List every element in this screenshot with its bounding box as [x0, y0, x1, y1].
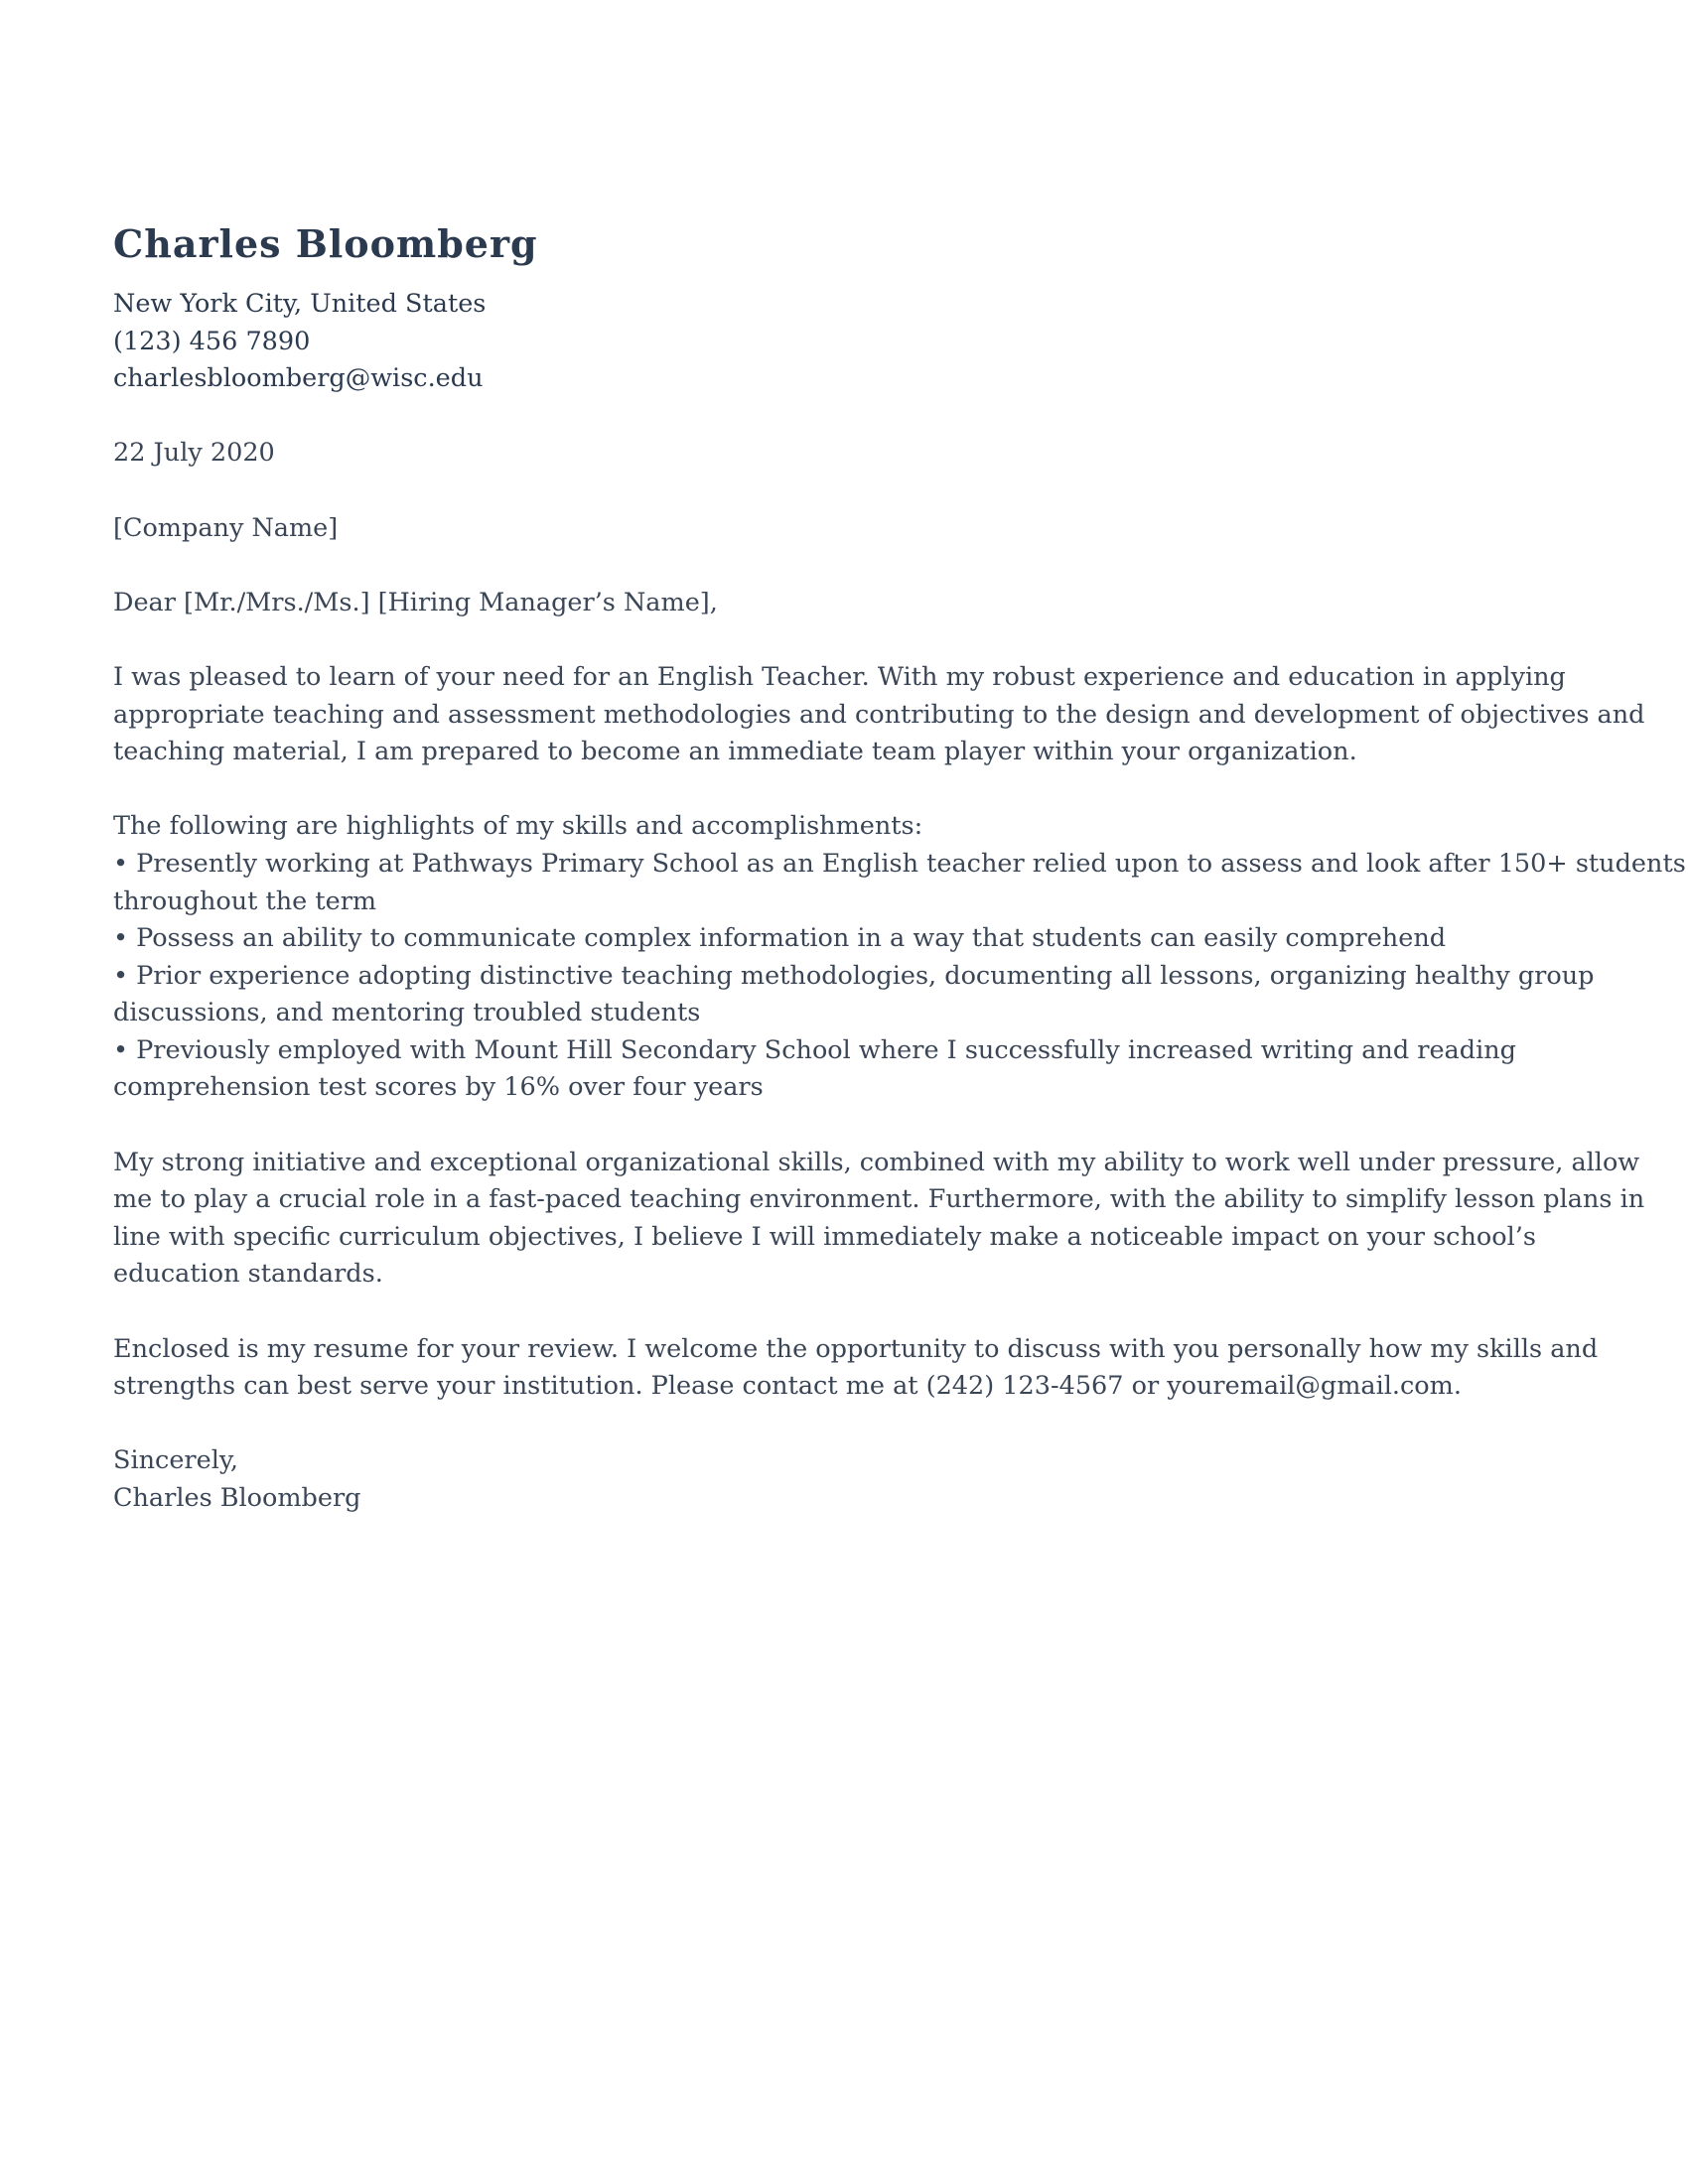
- closing-line: strengths can best serve your institution. Please contact me at (242) 123-4567 or youremail@gmail.com.: [113, 1371, 1462, 1402]
- closing-word: Sincerely,: [113, 1445, 238, 1476]
- intro-line: appropriate teaching and assessment methodologies and contributing to the design and development of objectives and: [113, 699, 1645, 730]
- spacer: [113, 1294, 1583, 1331]
- body-line: education standards.: [113, 1259, 383, 1290]
- highlight-bullet-continuation: discussions, and mentoring troubled students: [113, 998, 701, 1028]
- highlight-bullet-continuation: throughout the term: [113, 886, 377, 916]
- intro-line: teaching material, I am prepared to become an immediate team player within your organization.: [113, 737, 1357, 767]
- closing-paragraph: [113, 1331, 1599, 1406]
- body-paragraph: [113, 1145, 1645, 1294]
- signoff-block: [113, 1442, 1583, 1517]
- spacer: [113, 547, 1583, 585]
- sender-name: Charles Bloomberg: [113, 221, 538, 266]
- recipient-company: [Company Name]: [113, 512, 339, 543]
- spacer: [113, 1406, 1583, 1443]
- spacer: [113, 398, 1583, 436]
- highlights-heading: The following are highlights of my skills and accomplishments:: [113, 811, 923, 842]
- highlight-bullet: • Possess an ability to communicate complex information in a way that students can easily comprehend: [113, 923, 1447, 954]
- highlights-section: [113, 808, 1686, 1107]
- body-line: me to play a crucial role in a fast-paced teaching environment. Furthermore, with the ability to simplify lesson plans in: [113, 1184, 1645, 1215]
- spacer: [113, 771, 1583, 809]
- highlight-bullet-continuation: comprehension test scores by 16% over four years: [113, 1072, 764, 1103]
- letter-content: [113, 220, 1686, 1518]
- signature-name: Charles Bloomberg: [113, 1483, 361, 1513]
- highlight-bullet: • Previously employed with Mount Hill Secondary School where I successfully increased writing and reading: [113, 1034, 1516, 1065]
- salutation: Dear [Mr./Mrs./Ms.] [Hiring Manager’s Name],: [113, 587, 718, 617]
- body-line: line with specific curriculum objectives, I believe I will immediately make a noticeable impact on your school’s: [113, 1221, 1536, 1252]
- intro-line: I was pleased to learn of your need for an English Teacher. With my robust experience and education in applying: [113, 661, 1566, 692]
- highlight-bullet: • Prior experience adopting distinctive teaching methodologies, documenting all lessons, organizing healthy group: [113, 960, 1595, 991]
- sender-location: New York City, United States: [113, 289, 487, 319]
- sender-email: charlesbloomberg@wisc.edu: [113, 363, 484, 394]
- sender-contact-block: [113, 286, 1583, 398]
- spacer: [113, 473, 1583, 510]
- closing-line: Enclosed is my resume for your review. I welcome the opportunity to discuss with you personally how my skills and: [113, 1333, 1599, 1364]
- highlight-bullet: • Presently working at Pathways Primary School as an English teacher relied upon to assess and look after 150+ students: [113, 848, 1686, 879]
- sender-phone: (123) 456 7890: [113, 326, 311, 356]
- spacer: [113, 1107, 1583, 1145]
- spacer: [113, 621, 1583, 659]
- letter-date: 22 July 2020: [113, 438, 275, 469]
- intro-paragraph: [113, 659, 1645, 771]
- body-line: My strong initiative and exceptional organizational skills, combined with my ability to work well under pressure, allow: [113, 1147, 1640, 1177]
